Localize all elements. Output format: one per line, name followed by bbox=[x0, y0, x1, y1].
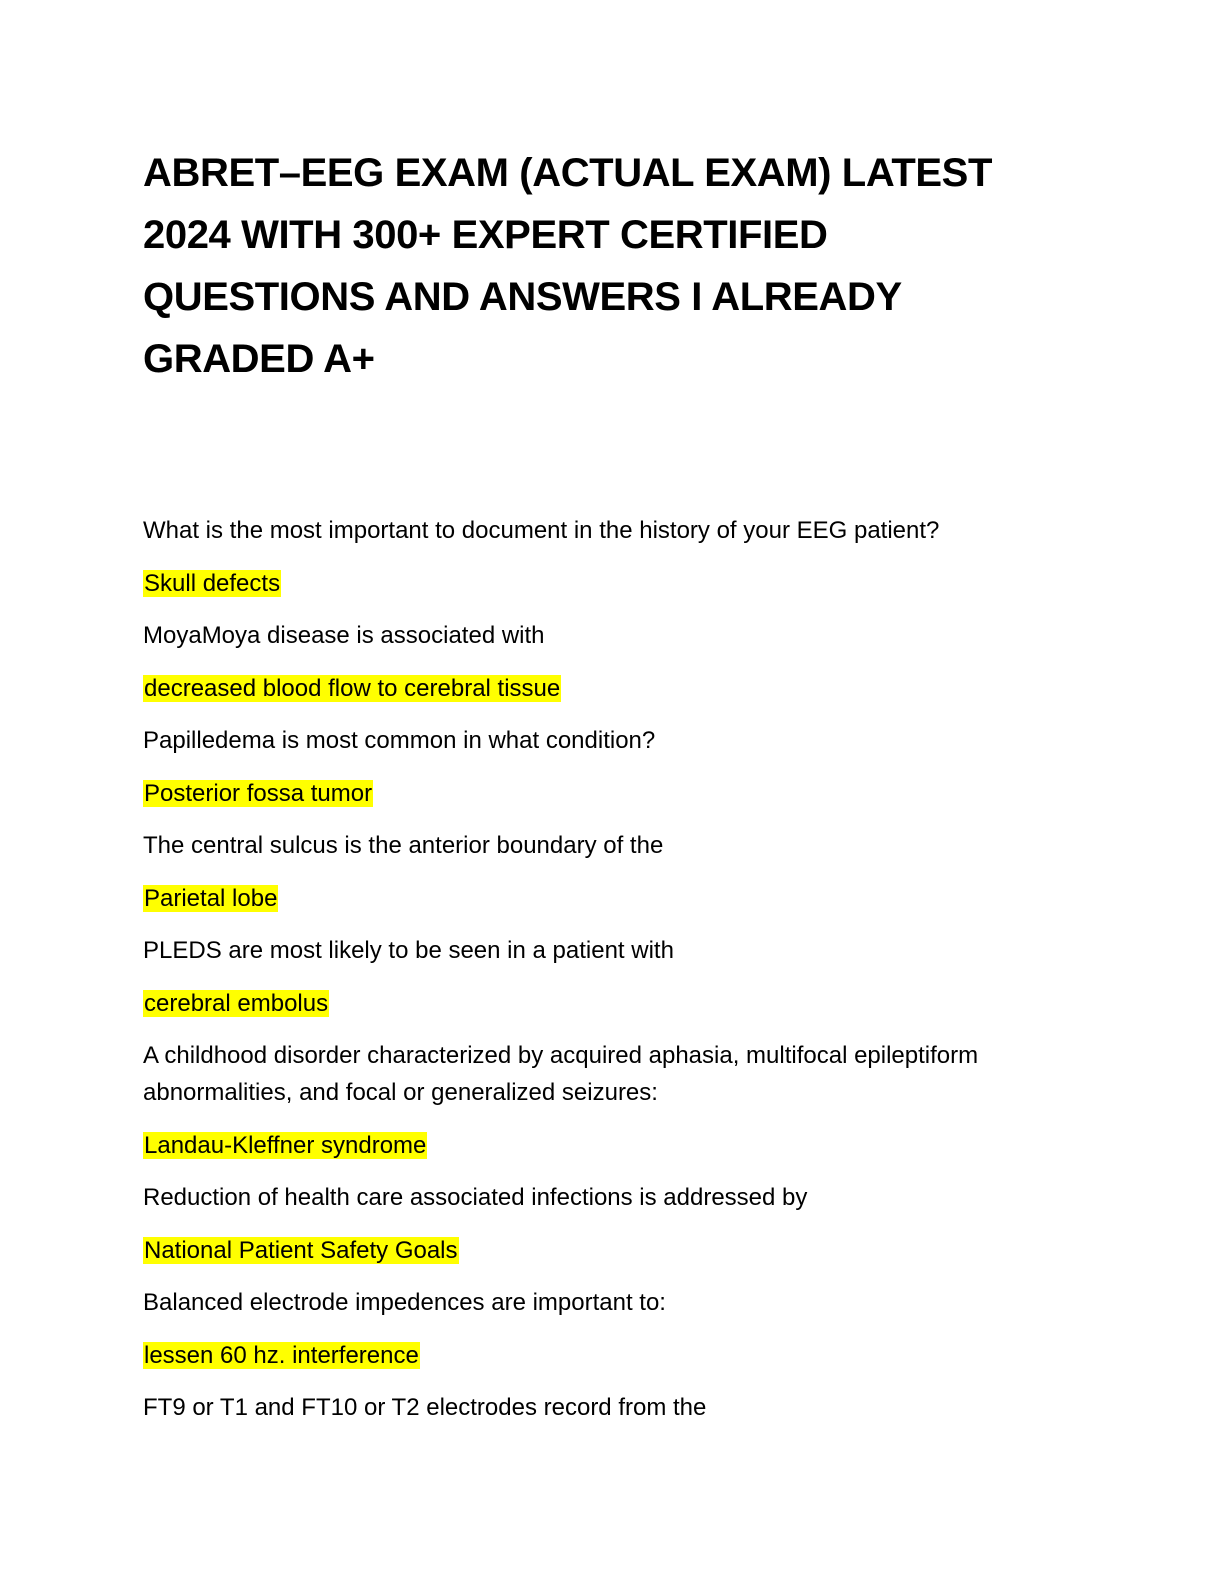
answer-highlight: lessen 60 hz. interference bbox=[144, 1341, 419, 1369]
question-text: PLEDS are most likely to be seen in a patient with bbox=[143, 937, 674, 964]
answer-highlight: Posterior fossa tumor bbox=[144, 779, 373, 807]
answer-highlight: Landau-Kleffner syndrome bbox=[144, 1131, 427, 1159]
answer-highlight: decreased blood flow to cerebral tissue bbox=[144, 674, 561, 702]
answer-highlight: National Patient Safety Goals bbox=[144, 1236, 458, 1264]
answer-item bbox=[143, 565, 1073, 602]
question-text: FT9 or T1 and FT10 or T2 electrodes record from the bbox=[143, 1394, 707, 1421]
answer-highlight: Parietal lobe bbox=[144, 884, 278, 912]
answer-item bbox=[143, 1127, 1073, 1164]
answer-item bbox=[143, 880, 1073, 917]
question-text: The central sulcus is the anterior boundary of the bbox=[143, 832, 664, 859]
answer-item bbox=[143, 1337, 1073, 1374]
answer-item bbox=[143, 670, 1073, 707]
question-text: Balanced electrode impedences are important to: bbox=[143, 1289, 666, 1316]
question-text: Papilledema is most common in what condition? bbox=[143, 727, 656, 754]
qa-list bbox=[143, 512, 1073, 1442]
answer-item bbox=[143, 775, 1073, 812]
question-text: MoyaMoya disease is associated with bbox=[143, 622, 545, 649]
question-text: What is the most important to document in the history of your EEG patient? bbox=[143, 517, 940, 544]
question-text: Reduction of health care associated infections is addressed by bbox=[143, 1184, 808, 1211]
answer-highlight: Skull defects bbox=[144, 569, 281, 597]
document-title: ABRET–EEG EXAM (ACTUAL EXAM) LATEST 2024 WITH 300+ EXPERT CERTIFIED QUESTIONS AND ANSWERS I ALREADY GRADED A+ bbox=[143, 151, 992, 381]
answer-highlight: cerebral embolus bbox=[144, 989, 329, 1017]
question-text: A childhood disorder characterized by acquired aphasia, multifocal epileptiform abnormalities, and focal or generalized seizures: bbox=[143, 1042, 979, 1106]
answer-item bbox=[143, 1232, 1073, 1269]
answer-item bbox=[143, 985, 1073, 1022]
